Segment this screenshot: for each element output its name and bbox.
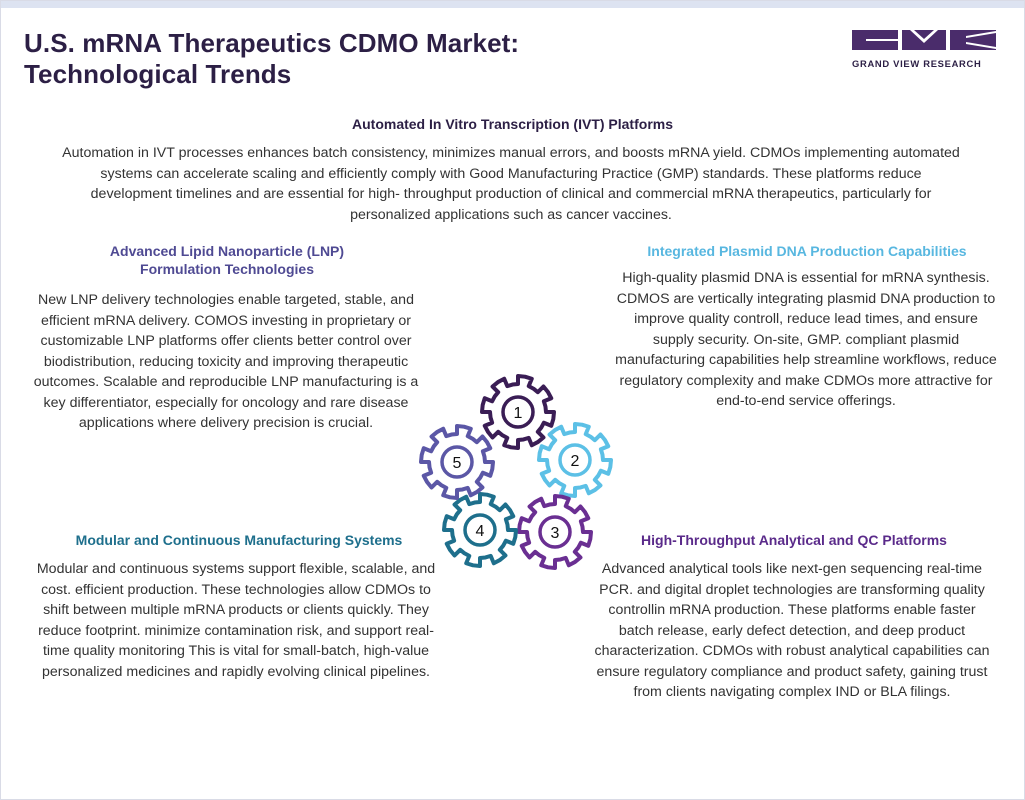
gear-1 [482, 376, 554, 448]
title-line-2: Technological Trends [24, 59, 292, 89]
gear-4 [444, 494, 516, 566]
lnp-heading [40, 242, 414, 278]
gear-5 [421, 426, 493, 498]
analytical-heading: High-Throughput Analytical and QC Platforms [641, 532, 947, 548]
page-title [24, 28, 519, 90]
gear-2 [539, 424, 611, 496]
plasmid-heading: Integrated Plasmid DNA Production Capabilities [647, 243, 967, 259]
gear-number: 3 [550, 525, 560, 542]
gear-number: 2 [570, 453, 580, 470]
gear-number: 1 [513, 405, 523, 422]
lnp-text: New LNP delivery technologies enable targeted, stable, and efficient mRNA delivery. COMOS investing in proprietary or customizable LNP platforms offer clients better control over biodistribution, reducing toxicity and improving therapeutic outcomes. Scalable and reproducible LNP manufacturing is a key differentiator, especially for oncology and rare disease applications where delivery precision is crucial. [33, 292, 419, 431]
gear-number: 5 [452, 455, 462, 472]
gears-diagram [410, 370, 620, 570]
analytical-text: Advanced analytical tools like next-gen sequencing real-time PCR. and digital droplet technologies are transforming quality controllin mRNA production. These platforms enable faster batch release, early defect detection, and deep product characterization. CDMOs with robust analytical capabilities can ensure regulatory compliance and product safety, gaining trust from clients navigating complex IND or BLA filings. [594, 561, 990, 700]
lnp-heading-line-2: Formulation Technologies [140, 261, 314, 277]
ivt-text: Automation in IVT processes enhances batch consistency, minimizes manual errors, and boosts mRNA yield. CDMOs implementing automated systems can accelerate scaling and efficiently comply with Good Manufacturing Practice (GMP) standards. These platforms reduce development timelines and are essential for high- throughput production of clinical and commercial mRNA therapeutics, particularly for personalized applications such as cancer vaccines. [62, 145, 960, 223]
gear-3 [519, 496, 591, 568]
lnp-heading-line-1: Advanced Lipid Nanoparticle (LNP) [109, 243, 345, 259]
gear-number: 4 [475, 523, 485, 540]
modular-heading: Modular and Continuous Manufacturing Systems [75, 532, 403, 548]
modular-text: Modular and continuous systems support flexible, scalable, and cost. efficient production. These technologies allow CDMOs to shift between multiple mRNA products or clients quickly. They reduce footprint. minimize contamination risk, and support real-time quality monitoring This is vital for small-batch, high-value personalized medicines and rapidly evolving clinical pipelines. [36, 561, 436, 680]
ivt-heading: Automated In Vitro Transcription (IVT) Platforms [352, 116, 673, 132]
title-line-1: U.S. mRNA Therapeutics CDMO Market: [24, 28, 520, 58]
brand-name: GRAND VIEW RESEARCH [852, 58, 982, 69]
plasmid-text: High-quality plasmid DNA is essential for mRNA synthesis. CDMOS are vertically integrating plasmid DNA production to improve quality controll, reduce lead times, and ensure supply security. On-site, GMP. compliant plasmid manufacturing capabilities help streamline workflows, reduce regulatory complexity and make CDMOs more attractive for end-to-end service offerings. [615, 270, 997, 409]
